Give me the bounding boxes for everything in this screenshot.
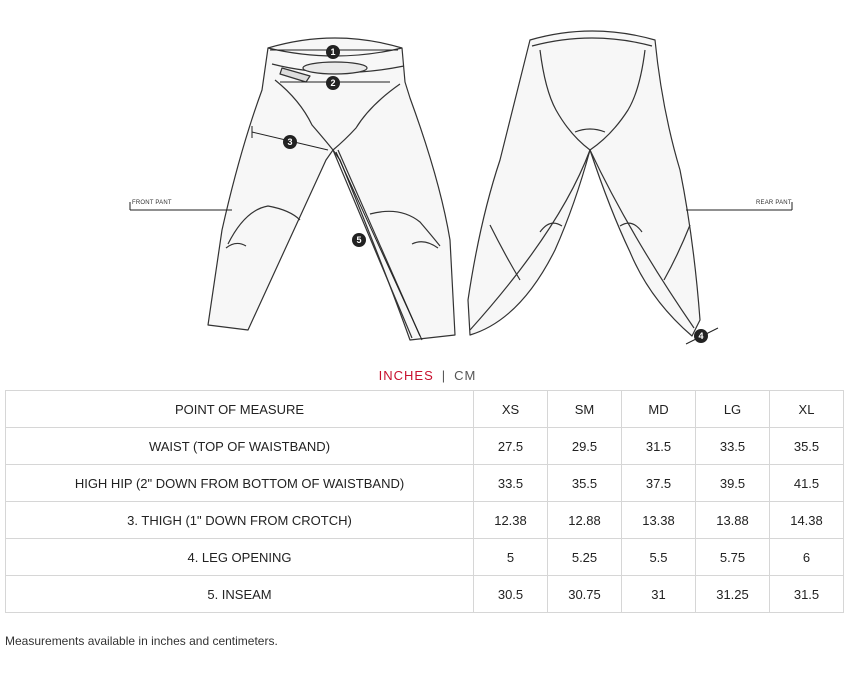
measure-label: 4. LEG OPENING	[6, 539, 474, 576]
marker-1	[326, 45, 340, 59]
table-cell: 31	[622, 576, 696, 613]
table-cell: 13.38	[622, 502, 696, 539]
measure-label: 3. THIGH (1" DOWN FROM CROTCH)	[6, 502, 474, 539]
table-cell: 12.88	[548, 502, 622, 539]
table-cell: 14.38	[770, 502, 844, 539]
marker-4-number: 4	[698, 331, 704, 341]
table-cell: 31.5	[770, 576, 844, 613]
table-cell: 31.25	[696, 576, 770, 613]
table-cell: 37.5	[622, 465, 696, 502]
rear-pant-drawing	[468, 31, 700, 336]
column-header: POINT OF MEASURE	[6, 391, 474, 428]
marker-3-number: 3	[287, 137, 293, 147]
table-row	[6, 428, 844, 465]
table-cell: 41.5	[770, 465, 844, 502]
marker-5	[352, 233, 366, 247]
table-cell: 30.5	[474, 576, 548, 613]
column-header: MD	[622, 391, 696, 428]
front-pant-label: FRONT PANT	[132, 200, 172, 206]
table-cell: 35.5	[770, 428, 844, 465]
table-cell: 35.5	[548, 465, 622, 502]
measure-label: HIGH HIP (2" DOWN FROM BOTTOM OF WAISTBAND)	[6, 465, 474, 502]
column-header: LG	[696, 391, 770, 428]
table-row	[6, 539, 844, 576]
table-row	[6, 502, 844, 539]
table-cell: 6	[770, 539, 844, 576]
table-row	[6, 465, 844, 502]
table-cell: 29.5	[548, 428, 622, 465]
table-cell: 30.75	[548, 576, 622, 613]
measurement-note: Measurements available in inches and centimeters.	[5, 634, 278, 648]
unit-cm-button[interactable]: CM	[454, 368, 477, 383]
rear-pant-label: REAR PANT	[756, 200, 792, 206]
table-cell: 5.75	[696, 539, 770, 576]
column-header: XL	[770, 391, 844, 428]
table-cell: 33.5	[474, 465, 548, 502]
unit-separator: |	[441, 368, 447, 383]
table-cell: 27.5	[474, 428, 548, 465]
measure-label: 5. INSEAM	[6, 576, 474, 613]
marker-5-number: 5	[356, 235, 362, 245]
table-cell: 33.5	[696, 428, 770, 465]
measure-label: WAIST (TOP OF WAISTBAND)	[6, 428, 474, 465]
column-header: SM	[548, 391, 622, 428]
marker-2-number: 2	[330, 78, 336, 88]
table-cell: 31.5	[622, 428, 696, 465]
size-chart-table	[5, 390, 844, 613]
unit-toggle	[0, 368, 855, 383]
marker-4	[694, 329, 708, 343]
marker-3	[283, 135, 297, 149]
table-cell: 13.88	[696, 502, 770, 539]
table-cell: 5.25	[548, 539, 622, 576]
marker-1-number: 1	[330, 47, 336, 57]
table-header-row	[6, 391, 844, 428]
table-cell: 39.5	[696, 465, 770, 502]
table-cell: 12.38	[474, 502, 548, 539]
table-cell: 5.5	[622, 539, 696, 576]
table-row	[6, 576, 844, 613]
table-cell: 5	[474, 539, 548, 576]
column-header: XS	[474, 391, 548, 428]
marker-2	[326, 76, 340, 90]
unit-inches-button[interactable]: INCHES	[378, 368, 434, 383]
